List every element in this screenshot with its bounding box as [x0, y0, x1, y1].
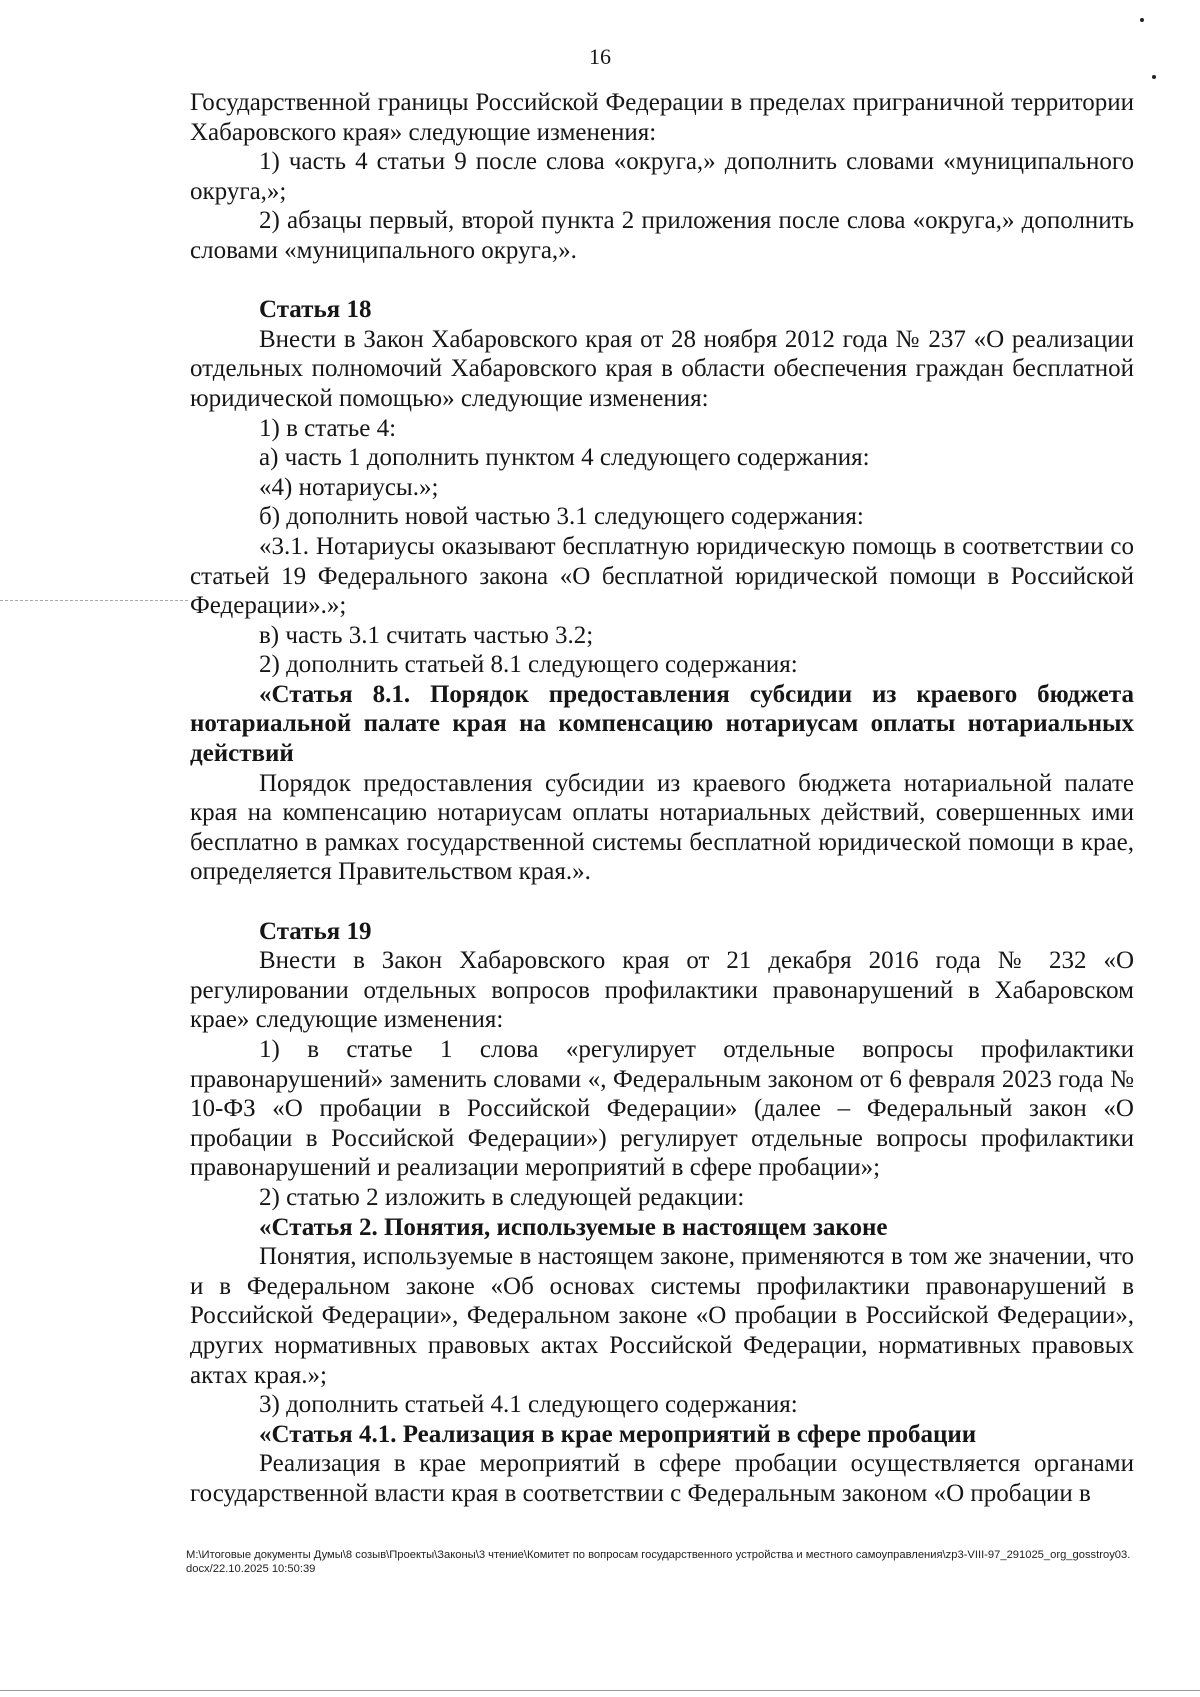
document-body: [190, 88, 1134, 1509]
paragraph: «3.1. Нотариусы оказывают бесплатную юридическую помощь в соответствии со статьей 19 Федерального закона «О бесплатной юридической помощи в Российской Федерации».»;: [190, 532, 1134, 620]
scan-speck: [1140, 18, 1144, 22]
paragraph: Понятия, используемые в настоящем законе, применяются в том же значении, что и в Федеральном законе «Об основах системы профилактики правонарушений в Российской Федерации», Федеральном законе «О пробации в Российской Федерации», других нормативных правовых актах Российской Федерации, нормативных правовых актах края.»;: [190, 1243, 1134, 1389]
subarticle-heading-4-1: «Статья 4.1. Реализация в крае мероприятий в сфере пробации: [259, 1420, 977, 1448]
list-item: 1) часть 4 статьи 9 после слова «округа,» дополнить словами «муниципального округа,»;: [190, 148, 1134, 205]
article-heading-19: Статья 19: [259, 917, 372, 945]
list-item: 3) дополнить статьей 4.1 следующего содержания:: [259, 1391, 798, 1419]
list-item: в) часть 3.1 считать частью 3.2;: [259, 621, 594, 649]
article-heading-18: Статья 18: [259, 296, 372, 324]
paragraph: Внести в Закон Хабаровского края от 28 ноября 2012 года № 237 «О реализации отдельных полномочий Хабаровского края в области обеспечения граждан бесплатной юридической помощью» следующие изменения:: [190, 325, 1134, 412]
page-number: 16: [589, 44, 611, 69]
paragraph: Государственной границы Российской Федерации в пределах приграничной территории Хабаровского края» следующие изменения:: [190, 89, 1134, 146]
list-item: а) часть 1 дополнить пунктом 4 следующего содержания:: [259, 444, 870, 472]
list-item: 2) абзацы первый, второй пункта 2 приложения после слова «округа,» дополнить словами «муниципального округа,».: [190, 207, 1134, 264]
list-item: 2) статью 2 изложить в следующей редакции:: [259, 1183, 745, 1211]
list-item: «4) нотариусы.»;: [259, 473, 439, 501]
file-path-footer: M:\Итоговые документы Думы\8 созыв\Проекты\Законы\3 чтение\Комитет по вопросам государственного устройства и местного самоуправления\zp3-VIII-97_291025_org_gosstroy03.docx/22.10.2025 10:50:39: [186, 1549, 1131, 1575]
list-item: 1) в статье 4:: [259, 414, 397, 442]
scan-margin-line: [0, 600, 188, 601]
subarticle-heading-2: «Статья 2. Понятия, используемые в настоящем законе: [259, 1213, 888, 1241]
paragraph: Внести в Закон Хабаровского края от 21 декабря 2016 года № 232 «О регулировании отдельных вопросов профилактики правонарушений в Хабаровском крае» следующие изменения:: [190, 947, 1134, 1034]
list-item: б) дополнить новой частью 3.1 следующего содержания:: [259, 503, 864, 531]
list-item: 1) в статье 1 слова «регулирует отдельные вопросы профилактики правонарушений» заменить словами «, Федеральным законом от 6 февраля 2023 года № 10-ФЗ «О пробации в Российской Федерации» (далее – Федеральный закон «О пробации в Российской Федерации») регулирует отдельные вопросы профилактики правонарушений и реализации мероприятий в сфере пробации»;: [190, 1036, 1134, 1182]
paragraph: Реализация в крае мероприятий в сфере пробации осуществляется органами государственной власти края в соответствии с Федеральным законом «О пробации в: [190, 1450, 1134, 1507]
list-item: 2) дополнить статьей 8.1 следующего содержания:: [259, 651, 798, 679]
scan-speck: [1152, 75, 1156, 79]
paragraph: Порядок предоставления субсидии из краевого бюджета нотариальной палате края на компенсацию нотариусам оплаты нотариальных действий, совершенных ими бесплатно в рамках государственной системы бесплатной юридической помощи в крае, определяется Правительством края.».: [190, 769, 1134, 886]
scan-edge-line: [0, 1690, 1200, 1691]
subarticle-heading-8-1: «Статья 8.1. Порядок предоставления субсидии из краевого бюджета нотариальной палате края на компенсацию нотариусам оплаты нотариальных действий: [190, 680, 1134, 768]
